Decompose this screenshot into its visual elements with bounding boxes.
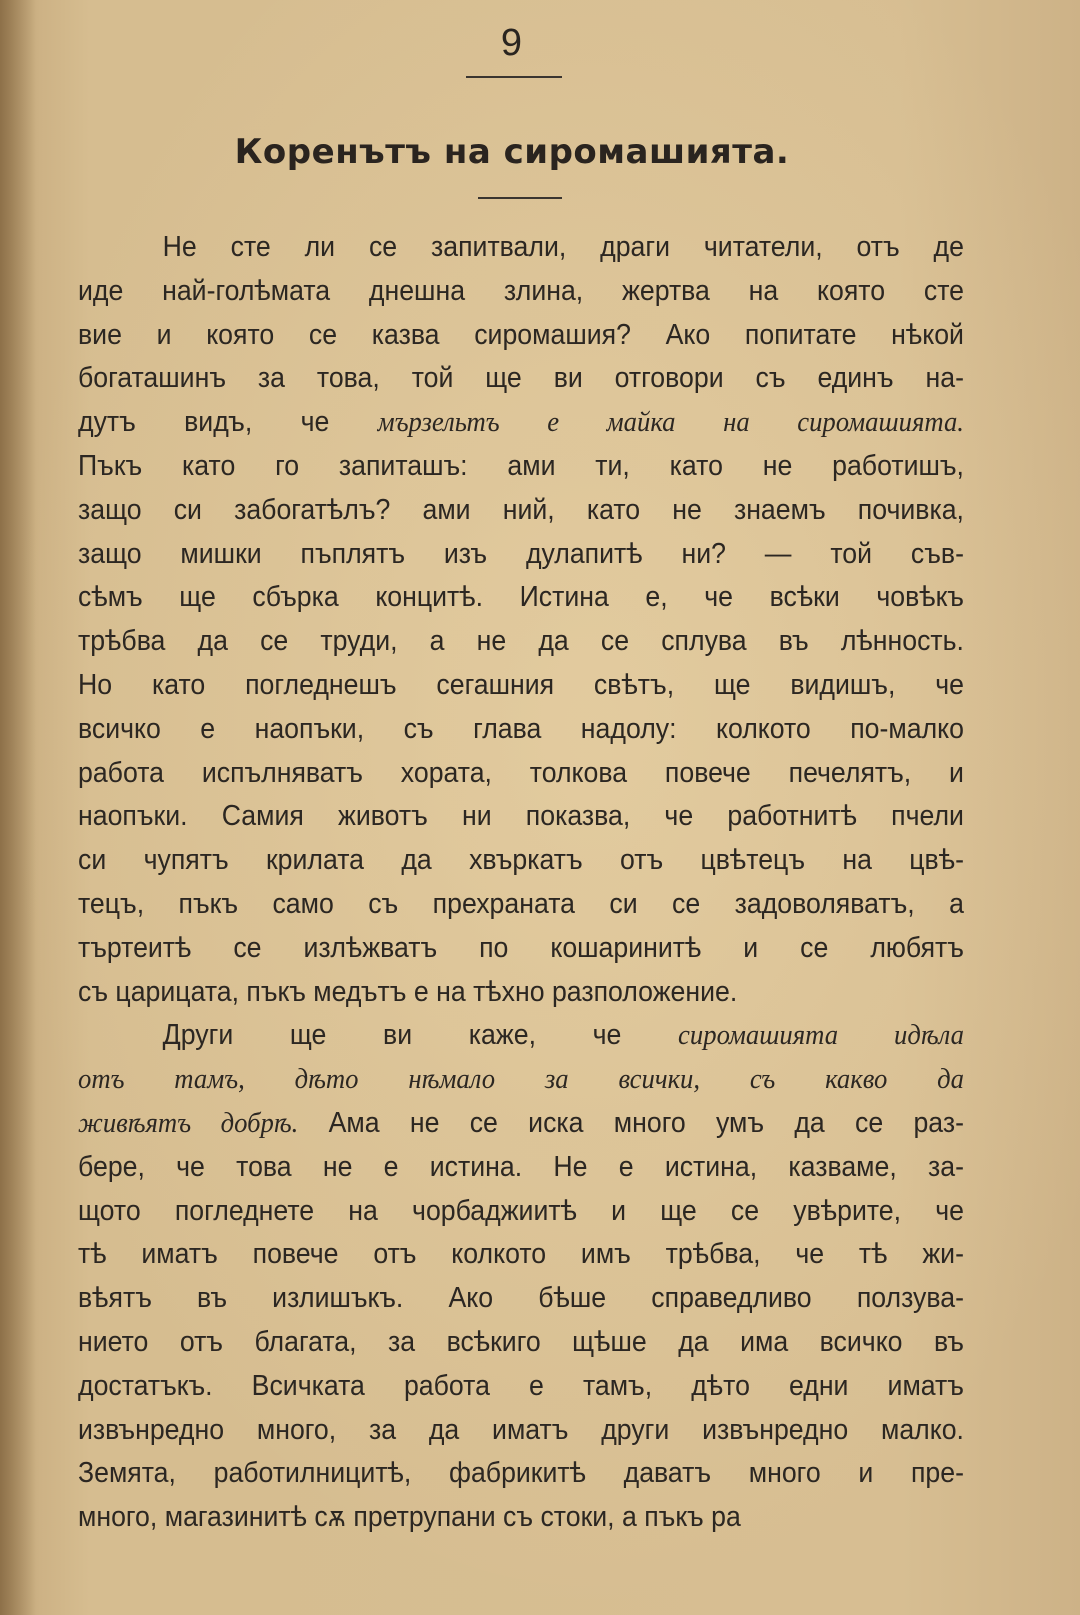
- text-segment: тецъ, пъкъ само съ прехраната си се задоволяватъ, а: [78, 887, 964, 920]
- text-line: [78, 533, 964, 577]
- text-segment: достатъкъ. Всичката работа е тамъ, дѣто едни иматъ: [78, 1369, 964, 1402]
- text-segment: наопъки. Самия животъ ни показва, че работнитѣ пчели: [78, 800, 964, 833]
- text-line: [78, 1496, 964, 1540]
- text-segment: сѣмъ ще сбърка концитѣ. Истина е, че всѣки човѣкъ: [78, 581, 964, 614]
- text-segment: дутъ видъ, че: [78, 406, 378, 439]
- page-number: 9: [500, 22, 524, 64]
- text-segment: си чупятъ крилата да хвъркатъ отъ цвѣтецъ на цвѣ-: [78, 844, 964, 877]
- text-line: [78, 883, 964, 927]
- text-segment: тѣ иматъ повече отъ колкото имъ трѣбва, че тѣ жи-: [78, 1238, 964, 1271]
- text-segment: иде най-голѣмата днешна злина, жертва на която сте: [78, 274, 964, 307]
- text-line: [78, 1146, 964, 1190]
- text-line: [78, 927, 964, 971]
- text-line: [78, 576, 964, 620]
- text-line: [78, 357, 964, 401]
- text-segment: богаташинъ за това, той ще ви отговори съ единъ на-: [78, 362, 964, 395]
- text-line: [78, 795, 964, 839]
- text-line: [78, 226, 964, 270]
- text-segment: бере, че това не е истина. Не е истина, казваме, за-: [78, 1150, 964, 1183]
- text-line: [78, 620, 964, 664]
- body-text: [78, 226, 964, 1540]
- paragraph: [78, 1014, 964, 1540]
- text-line: [78, 1321, 964, 1365]
- text-line: [78, 752, 964, 796]
- text-line: [78, 445, 964, 489]
- text-segment: щото погледнете на чорбаджиитѣ и ще се увѣрите, че: [78, 1194, 964, 1227]
- text-segment: търтеитѣ се излѣжватъ по кошаринитѣ и се любятъ: [78, 931, 964, 964]
- text-segment: Не сте ли се запитвали, драги читатели, отъ де: [162, 231, 964, 263]
- text-line: [78, 1190, 964, 1234]
- text-segment: защо си забогатѣлъ? ами ний, като не знаемъ почивка,: [78, 493, 964, 526]
- title-rule: [478, 197, 562, 199]
- text-line: [78, 314, 964, 358]
- page-binding-shadow: [0, 0, 36, 1615]
- text-line: [78, 708, 964, 752]
- text-segment: Пъкъ като го запиташъ: ами ти, като не работишъ,: [78, 449, 964, 482]
- text-segment: нието отъ благата, за всѣкиго щѣше да има всичко въ: [78, 1325, 964, 1358]
- text-line: [78, 1102, 964, 1146]
- text-segment: защо мишки пъплятъ изъ дулапитѣ ни? — той съв-: [78, 537, 964, 570]
- text-segment: много, магазинитѣ сѫ претрупани съ стоки, а пъкъ ра: [78, 1501, 741, 1534]
- text-line: [78, 971, 964, 1015]
- text-line: [78, 1233, 964, 1277]
- italic-text: живѣятъ добрѣ.: [78, 1106, 299, 1139]
- text-line: [78, 839, 964, 883]
- paragraph: [78, 226, 964, 1014]
- text-segment: вѣятъ въ излишъкъ. Ако бѣше справедливо ползува-: [78, 1282, 964, 1315]
- text-segment: всичко е наопъки, съ глава надолу: колкото по-малко: [78, 712, 964, 745]
- text-line: [78, 1365, 964, 1409]
- text-line: [78, 1409, 964, 1453]
- text-segment: съ царицата, пъкъ медътъ е на тѣхно разположение.: [78, 975, 738, 1008]
- text-line: [78, 664, 964, 708]
- text-segment: вие и която се казва сиромашия? Ако попитате нѣкой: [78, 318, 964, 351]
- text-line: [78, 1014, 964, 1058]
- text-segment: Други ще ви каже, че: [162, 1019, 679, 1052]
- italic-text: сиромашията идѣла: [678, 1019, 964, 1052]
- italic-text: отъ тамъ, дѣто нѣмало за всички, съ какво да: [78, 1063, 964, 1096]
- text-segment: извънредно много, за да иматъ други извънредно малко.: [78, 1413, 964, 1446]
- page-number-rule: [466, 76, 562, 78]
- text-segment: Земята, работилницитѣ, фабрикитѣ даватъ много и пре-: [78, 1457, 964, 1490]
- italic-text: мързельтъ е майка на сиромашията.: [377, 406, 964, 439]
- chapter-title: Коренътъ на сиромашията.: [234, 132, 790, 172]
- text-line: [78, 1058, 964, 1102]
- text-segment: трѣбва да се труди, а не да се сплува въ лѣнность.: [78, 625, 964, 658]
- text-line: [78, 270, 964, 314]
- text-line: [78, 1277, 964, 1321]
- text-line: [78, 489, 964, 533]
- text-segment: работа испълняватъ хората, толкова повече печелятъ, и: [78, 756, 964, 789]
- text-line: [78, 401, 964, 445]
- text-line: [78, 1452, 964, 1496]
- text-segment: Ама не се иска много умъ да се раз-: [298, 1106, 964, 1139]
- text-segment: Но като погледнешъ сегашния свѣтъ, ще видишъ, че: [78, 668, 964, 701]
